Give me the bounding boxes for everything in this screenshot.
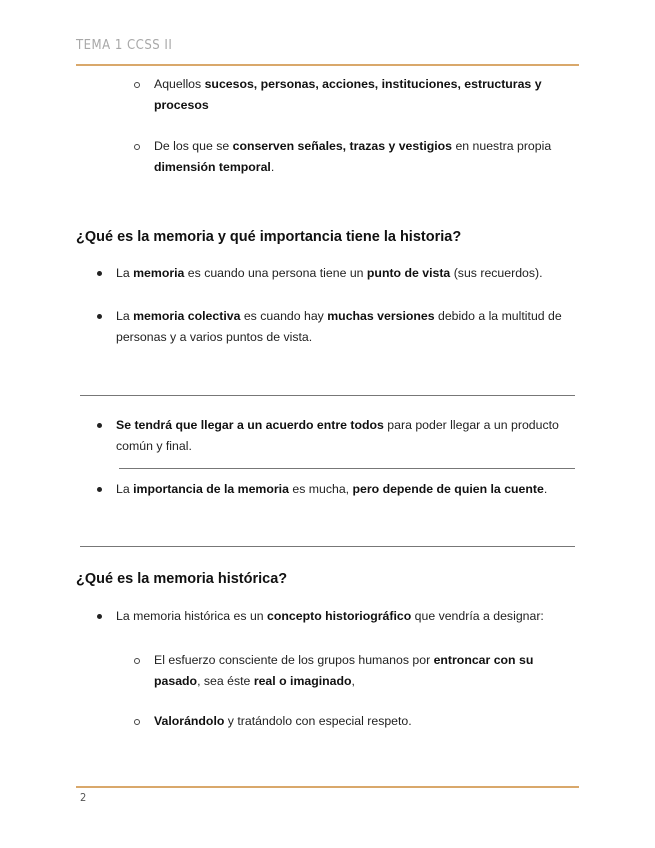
text-segment: es mucha,	[288, 482, 353, 496]
sub-item-sucesos	[154, 74, 554, 116]
bold-text: importancia de la memoria	[133, 482, 289, 496]
horizontal-divider	[119, 468, 575, 469]
section-heading-memoria: ¿Qué es la memoria y qué importancia tiene la historia?	[76, 229, 462, 245]
text-segment: es cuando hay	[240, 309, 328, 323]
list-item-memoria-colectiva	[116, 306, 576, 348]
bold-text: conserven señales, trazas y vestigios	[232, 139, 453, 153]
bold-text: Se tendrá que llegar a un acuerdo entre todos	[116, 418, 384, 432]
text-segment: .	[543, 482, 548, 496]
text-segment: ,	[351, 674, 355, 688]
text-segment: La	[116, 309, 134, 323]
bold-text: entroncar con su pasado	[154, 653, 534, 688]
bold-text: concepto historiográfico	[267, 609, 412, 623]
horizontal-divider	[80, 395, 575, 396]
section-heading-memoria-historica: ¿Qué es la memoria histórica?	[76, 571, 288, 587]
circle-bullet-icon	[134, 719, 140, 725]
list-item-concepto	[116, 606, 576, 627]
text-segment: que vendría a designar:	[411, 609, 544, 623]
text-segment: (sus recuerdos).	[450, 266, 543, 280]
circle-bullet-icon	[134, 82, 140, 88]
text-segment: para poder llegar a un producto común y final.	[116, 418, 559, 453]
list-item-memoria	[116, 263, 576, 284]
bold-text: sucesos, personas, acciones, instituciones, estructuras y procesos	[154, 77, 542, 112]
text-segment: .	[270, 160, 275, 174]
bold-text: memoria colectiva	[133, 309, 241, 323]
list-item-importancia	[116, 479, 576, 500]
text-segment: , sea éste	[197, 674, 254, 688]
bold-text: Valorándolo	[154, 714, 225, 728]
bold-text: real o imaginado	[253, 674, 352, 688]
circle-bullet-icon	[134, 144, 140, 150]
header-rule	[76, 64, 579, 66]
bold-text: pero depende de quien la cuente	[352, 482, 544, 496]
bold-text: memoria	[133, 266, 185, 280]
bold-text: punto de vista	[366, 266, 451, 280]
sub-item-esfuerzo	[154, 650, 554, 692]
horizontal-divider	[80, 546, 575, 547]
disc-bullet-icon	[97, 271, 102, 276]
text-segment: La memoria histórica es un	[116, 609, 268, 623]
page-header: TEMA 1 CCSS II	[76, 38, 173, 53]
text-segment: y tratándolo con especial respeto.	[224, 714, 412, 728]
text-segment: es cuando una persona tiene un	[184, 266, 367, 280]
text-segment: en nuestra propia	[452, 139, 552, 153]
text-segment: debido a la multitud de personas y a varios puntos de vista.	[116, 309, 562, 344]
page-number: 2	[80, 791, 87, 804]
disc-bullet-icon	[97, 487, 102, 492]
bold-text: dimensión temporal	[154, 160, 271, 174]
list-item-acuerdo	[116, 415, 576, 457]
sub-item-valorandolo	[154, 711, 554, 732]
text-segment: De los que se	[154, 139, 233, 153]
circle-bullet-icon	[134, 658, 140, 664]
text-segment: Aquellos	[154, 77, 205, 91]
text-segment: El esfuerzo consciente de los grupos humanos por	[154, 653, 434, 667]
sub-item-vestigios	[154, 136, 554, 178]
disc-bullet-icon	[97, 423, 102, 428]
disc-bullet-icon	[97, 614, 102, 619]
footer-rule	[76, 786, 579, 788]
bold-text: muchas versiones	[327, 309, 435, 323]
disc-bullet-icon	[97, 314, 102, 319]
text-segment: La	[116, 266, 134, 280]
text-segment: La	[116, 482, 134, 496]
